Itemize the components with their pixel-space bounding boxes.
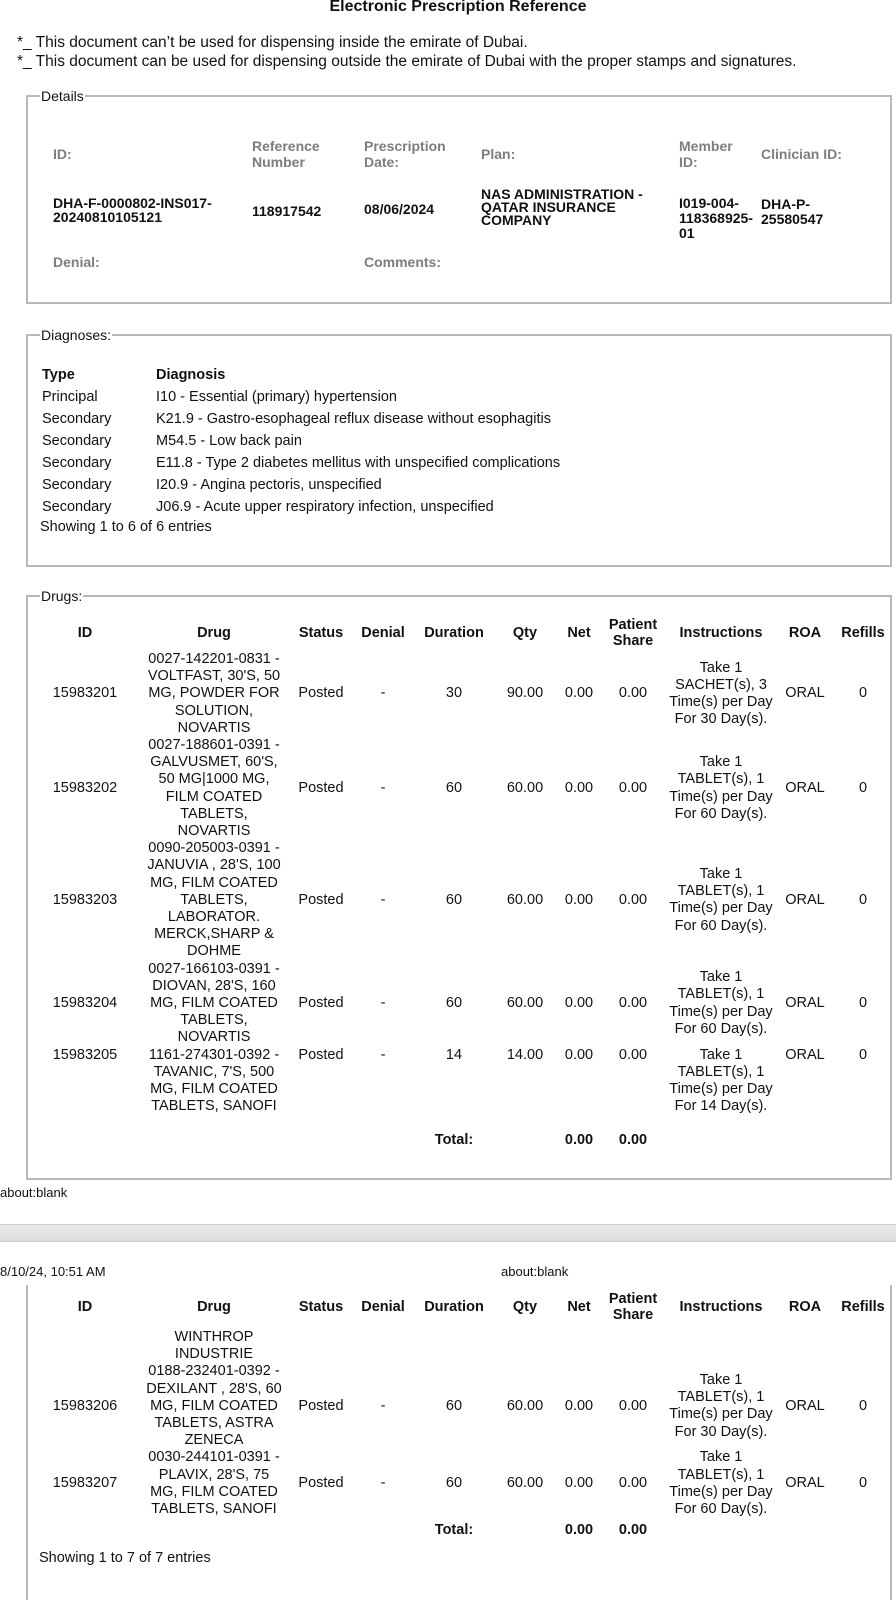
diagnosis-description: M54.5 - Low back pain [156, 433, 302, 449]
diagnosis-type: Secondary [42, 499, 112, 515]
diagnoses-legend: Diagnoses: [41, 327, 112, 343]
drug-row-carryover [32, 1325, 894, 1363]
drug-refills: 0 [858, 1475, 868, 1492]
diagnosis-type: Secondary [42, 455, 112, 471]
details-section [26, 88, 892, 304]
total-patient-share: 0.00 [618, 1521, 648, 1538]
drug-roa: ORAL [785, 891, 825, 908]
roa-header: ROA [788, 625, 822, 641]
total-label: Total: [434, 1131, 474, 1148]
prescription-date-label: Prescription Date: [364, 138, 446, 170]
prescription-id-value: DHA-F-0000802-INS017- 20240810105121 [53, 195, 212, 225]
prescription-date-value: 08/06/2024 [364, 201, 435, 217]
diagnosis-row [42, 496, 560, 518]
diagnosis-row [42, 408, 560, 430]
drug-instructions: Take 1 TABLET(s), 1 Time(s) per Day For 60 Day(s). [669, 754, 773, 822]
drug-id: 15983205 [52, 1046, 118, 1063]
id-header: ID [77, 1299, 93, 1315]
drugs-legend: Drugs: [41, 588, 83, 604]
drug-denial: - [380, 995, 386, 1012]
drug-patient-share: 0.00 [618, 1397, 648, 1414]
drug-roa: ORAL [785, 685, 825, 702]
drug-refills: 0 [858, 891, 868, 908]
drug-duration: 60 [445, 1475, 463, 1492]
drug-roa: ORAL [785, 1046, 825, 1063]
drug-id: 15983207 [52, 1475, 118, 1492]
drug-status: Posted [298, 1475, 344, 1492]
drug-instructions: Take 1 TABLET(s), 1 Time(s) per Day For 14 Day(s). [669, 1046, 773, 1115]
status-header: Status [298, 625, 344, 641]
drug-refills: 0 [858, 780, 868, 797]
reference-number-label: Reference Number [252, 138, 320, 170]
drug-patient-share: 0.00 [618, 995, 648, 1012]
drug-net: 0.00 [564, 1475, 594, 1492]
drug-roa: ORAL [785, 1475, 825, 1492]
plan-label: Plan: [481, 146, 516, 162]
duration-header: Duration [424, 1299, 484, 1315]
drug-instructions: Take 1 TABLET(s), 1 Time(s) per Day For 30 Day(s). [669, 1372, 773, 1440]
status-header: Status [298, 1299, 344, 1315]
print-header-datetime: 8/10/24, 10:51 AM [0, 1264, 106, 1279]
drug-patient-share: 0.00 [618, 685, 648, 702]
diagnoses-section [26, 327, 892, 567]
diagnosis-description: J06.9 - Acute upper respiratory infection, unspecified [156, 499, 494, 515]
drug-duration: 60 [445, 1397, 463, 1414]
drug-qty: 60.00 [506, 780, 544, 797]
drug-refills: 0 [858, 1046, 868, 1063]
drug-name: 0090-205003-0391 - JANUVIA , 28'S, 100 MG, FILM COATED TABLETS, LABORATOR. MERCK,SHARP & DOHME [147, 840, 281, 960]
drugs-section-border-left [26, 1285, 28, 1600]
id-header: ID [77, 625, 93, 641]
member-id-label: Member ID: [679, 138, 733, 170]
drug-name: 0188-232401-0392 - DEXILANT , 28'S, 60 MG, FILM COATED TABLETS, ASTRA ZENECA [146, 1363, 282, 1449]
total-patient-share: 0.00 [618, 1131, 648, 1148]
drug-name: 0027-188601-0391 - GALVUSMET, 60'S, 50 MG|1000 MG, FILM COATED TABLETS, NOVARTIS [148, 737, 280, 840]
diagnoses-table [42, 364, 560, 518]
drug-row [32, 1363, 894, 1449]
denial-header: Denial [361, 1299, 405, 1315]
drug-instructions: Take 1 TABLET(s), 1 Time(s) per Day For 60 Day(s). [669, 969, 773, 1037]
drug-header: Drug [197, 625, 231, 641]
drug-denial: - [380, 891, 386, 908]
diagnosis-header: Diagnosis [156, 367, 226, 383]
drug-instructions: Take 1 SACHET(s), 3 Time(s) per Day For 30 Day(s). [669, 659, 773, 728]
drug-row [32, 1047, 894, 1116]
plan-value: NAS ADMINISTRATION - QATAR INSURANCE COMPANY [481, 186, 643, 228]
drugs-entries-count: Showing 1 to 7 of 7 entries [39, 1550, 211, 1566]
drug-name: 0027-142201-0831 - VOLTFAST, 30'S, 50 MG, POWDER FOR SOLUTION, NOVARTIS [147, 651, 281, 736]
drug-header: Drug [197, 1299, 231, 1315]
drug-patient-share: 0.00 [618, 891, 648, 908]
drug-name: 0027-166103-0391 - DIOVAN, 28'S, 160 MG, FILM COATED TABLETS, NOVARTIS [148, 960, 280, 1046]
drug-refills: 0 [858, 1397, 868, 1414]
clinician-id-label: Clinician ID: [761, 146, 842, 162]
duration-header: Duration [424, 625, 484, 641]
diagnosis-description: K21.9 - Gastro-esophageal reflux disease without esophagitis [156, 411, 551, 427]
patient-share-header: Patient Share [608, 1291, 658, 1323]
drug-row [32, 1449, 894, 1518]
drug-roa: ORAL [785, 1397, 825, 1414]
drug-qty: 60.00 [506, 891, 544, 908]
drug-status: Posted [298, 780, 344, 797]
notice-outside-dubai: *_ This document can be used for dispensing outside the emirate of Dubai with the proper stamps and signatures. [17, 53, 797, 70]
drug-roa: ORAL [785, 780, 825, 797]
drug-net: 0.00 [564, 1397, 594, 1414]
page-break-separator [0, 1224, 896, 1242]
diagnosis-row [42, 430, 560, 452]
qty-header: Qty [512, 1299, 538, 1315]
comments-label: Comments: [364, 254, 442, 270]
drug-row [32, 651, 894, 737]
drug-row [32, 840, 894, 960]
diagnosis-description: I10 - Essential (primary) hypertension [156, 389, 397, 405]
net-header: Net [567, 1299, 591, 1315]
drug-net: 0.00 [564, 780, 594, 797]
drugs-table [32, 615, 894, 1165]
drug-patient-share: 0.00 [618, 780, 648, 797]
drug-name: 1161-274301-0392 - TAVANIC, 7'S, 500 MG, FILM COATED TABLETS, SANOFI [148, 1046, 280, 1115]
drug-instructions: Take 1 TABLET(s), 1 Time(s) per Day For 60 Day(s). [669, 866, 773, 934]
drug-id: 15983204 [52, 995, 118, 1012]
drug-status: Posted [298, 995, 344, 1012]
drug-name: 0030-244101-0391 - PLAVIX, 28'S, 75 MG, FILM COATED TABLETS, SANOFI [148, 1449, 280, 1518]
print-header-url: about:blank [501, 1264, 569, 1279]
drug-refills: 0 [858, 995, 868, 1012]
drug-qty: 14.00 [506, 1046, 544, 1063]
details-legend: Details [41, 88, 84, 104]
drug-patient-share: 0.00 [618, 1046, 648, 1063]
drug-qty: 90.00 [506, 685, 544, 702]
diagnosis-row [42, 474, 560, 496]
drugs-total-row [32, 1115, 894, 1165]
drug-status: Posted [298, 1046, 344, 1063]
drug-duration: 60 [445, 891, 463, 908]
drug-denial: - [380, 780, 386, 797]
diagnosis-type: Secondary [42, 433, 112, 449]
diagnoses-entries-count: Showing 1 to 6 of 6 entries [40, 519, 212, 535]
drug-name-carryover: WINTHROP INDUSTRIE [174, 1329, 254, 1363]
drug-qty: 60.00 [506, 995, 544, 1012]
roa-header: ROA [788, 1299, 822, 1315]
drug-duration: 14 [445, 1046, 463, 1063]
drug-id: 15983203 [52, 891, 118, 908]
drug-patient-share: 0.00 [618, 1475, 648, 1492]
refills-header: Refills [841, 1299, 885, 1315]
total-net: 0.00 [564, 1131, 594, 1148]
net-header: Net [567, 625, 591, 641]
drug-duration: 30 [445, 685, 463, 702]
diagnosis-row [42, 452, 560, 474]
drugs-header-row [32, 615, 894, 651]
drug-refills: 0 [858, 685, 868, 702]
drug-row [32, 737, 894, 840]
drug-row [32, 961, 894, 1047]
diagnosis-row [42, 386, 560, 408]
drug-denial: - [380, 1397, 386, 1414]
drug-net: 0.00 [564, 995, 594, 1012]
drug-qty: 60.00 [506, 1475, 544, 1492]
drug-id: 15983206 [52, 1397, 118, 1414]
drug-qty: 60.00 [506, 1397, 544, 1414]
total-net: 0.00 [564, 1521, 594, 1538]
drug-denial: - [380, 1475, 386, 1492]
drug-net: 0.00 [564, 685, 594, 702]
member-id-value: I019-004- 118368925- 01 [679, 195, 753, 241]
denial-label: Denial: [53, 254, 100, 270]
diagnosis-description: E11.8 - Type 2 diabetes mellitus with unspecified complications [156, 455, 561, 471]
drug-status: Posted [298, 685, 344, 702]
page-title: Electronic Prescription Reference [329, 0, 587, 15]
drug-duration: 60 [445, 780, 463, 797]
total-label: Total: [434, 1521, 474, 1538]
reference-number-value: 118917542 [252, 203, 322, 219]
drugs-header-row [32, 1289, 894, 1325]
drugs-total-row [32, 1518, 894, 1542]
drug-id: 15983201 [52, 685, 118, 702]
drug-net: 0.00 [564, 1046, 594, 1063]
diagnosis-description: I20.9 - Angina pectoris, unspecified [156, 477, 382, 493]
clinician-id-value: DHA-P- 25580547 [761, 196, 824, 227]
diagnosis-type: Secondary [42, 477, 112, 493]
id-label: ID: [53, 146, 72, 162]
diagnosis-type: Principal [42, 389, 98, 405]
drug-duration: 60 [445, 995, 463, 1012]
patient-share-header: Patient Share [608, 617, 658, 649]
drugs-table-continued [32, 1289, 894, 1542]
diagnosis-type: Secondary [42, 411, 112, 427]
drug-status: Posted [298, 891, 344, 908]
type-header: Type [42, 367, 75, 383]
notice-dubai-restriction: *_ This document can’t be used for dispensing inside the emirate of Dubai. [17, 34, 528, 51]
diagnoses-header-row [42, 364, 560, 386]
instructions-header: Instructions [679, 1299, 763, 1315]
qty-header: Qty [512, 625, 538, 641]
drug-denial: - [380, 1046, 386, 1063]
drug-status: Posted [298, 1397, 344, 1414]
drug-denial: - [380, 685, 386, 702]
drug-net: 0.00 [564, 891, 594, 908]
drug-roa: ORAL [785, 995, 825, 1012]
refills-header: Refills [841, 625, 885, 641]
drug-id: 15983202 [52, 780, 118, 797]
denial-header: Denial [361, 625, 405, 641]
drug-instructions: Take 1 TABLET(s), 1 Time(s) per Day For 60 Day(s). [669, 1449, 773, 1518]
instructions-header: Instructions [679, 625, 763, 641]
print-footer-url: about:blank [0, 1185, 68, 1200]
